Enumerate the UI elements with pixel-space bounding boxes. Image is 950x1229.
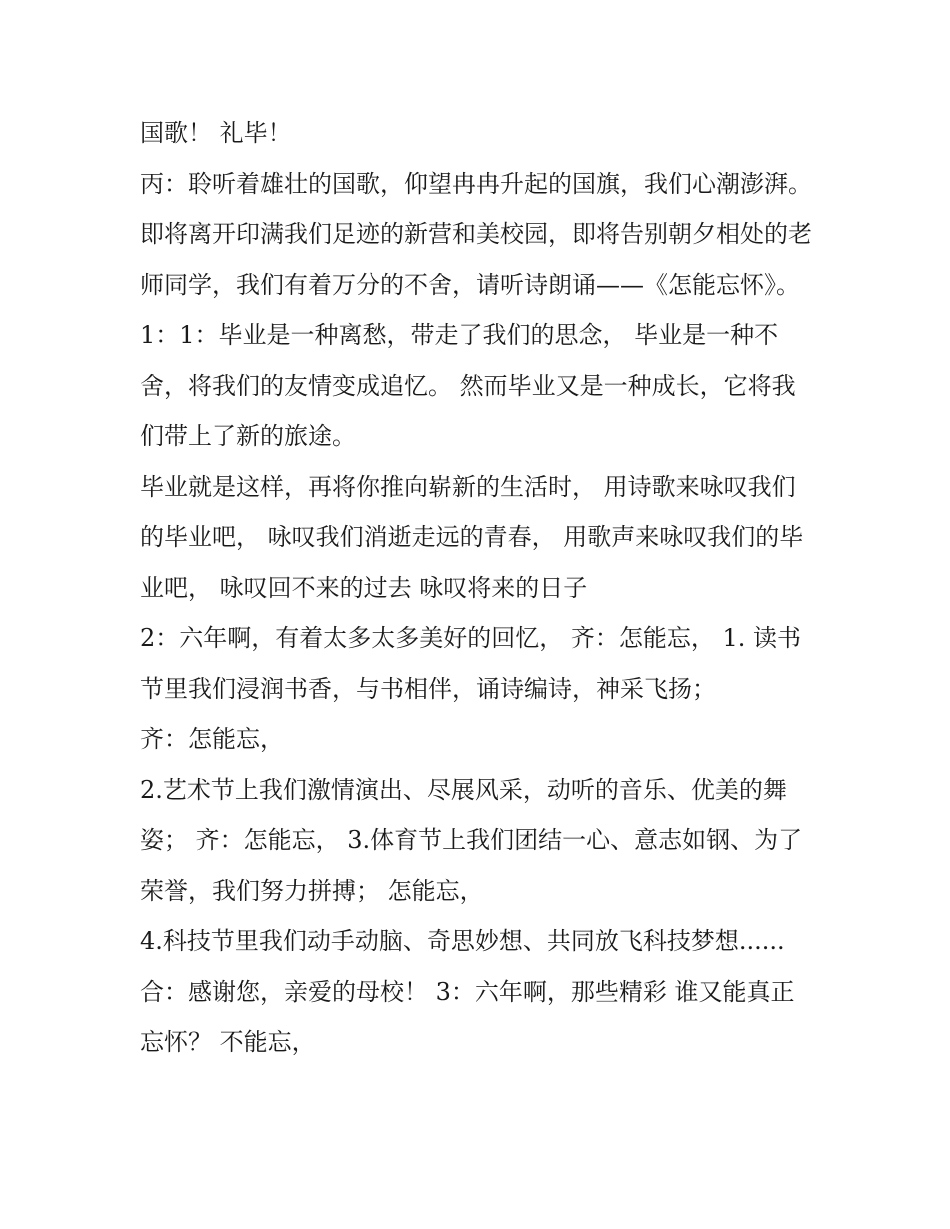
paragraph-bing-intro: 丙：聆听着雄壮的国歌，仰望冉冉升起的国旗，我们心潮澎湃。即将离开印满我们足迹的新营和美校园，即将告别朝夕相处的老师同学，我们有着万分的不舍，请听诗朗诵——《怎能忘怀》。 (140, 169, 812, 299)
paragraph-science-festival: 4.科技节里我们动手动脑、奇思妙想、共同放飞科技梦想......合：感谢您，亲爱的母校！ 3：六年啊，那些精彩 谁又能真正忘怀？ 不能忘， (140, 927, 795, 1056)
document-body (140, 108, 812, 1068)
paragraph-chorus-cannot-forget: 齐：怎能忘， (140, 725, 284, 753)
paragraph-anthem-end: 国歌！ 礼毕！ (140, 119, 292, 147)
paragraph-graduation-poem: 毕业就是这样，再将你推向崭新的生活时， 用诗歌来咏叹我们的毕业吧， 咏叹我们消逝走远的青春， 用歌声来咏叹我们的毕业吧， 咏叹回不来的过去 咏叹将来的日子 (140, 472, 804, 602)
paragraph-reading-festival: 2：六年啊，有着太多太多美好的回忆， 齐：怎能忘， 1. 读书节里我们浸润书香，与书相伴，诵诗编诗，神采飞扬； (140, 624, 802, 703)
paragraph-graduation-farewell: 1：1：毕业是一种离愁，带走了我们的思念， 毕业是一种不舍，将我们的友情变成追忆。 然而毕业又是一种成长，它将我们带上了新的旅途。 (140, 321, 796, 450)
paragraph-art-sports-festival: 2.艺术节上我们激情演出、尽展风采，动听的音乐、优美的舞姿； 齐：怎能忘， 3.体育节上我们团结一心、意志如钢、为了荣誉，我们努力拼搏； 怎能忘， (140, 775, 803, 905)
